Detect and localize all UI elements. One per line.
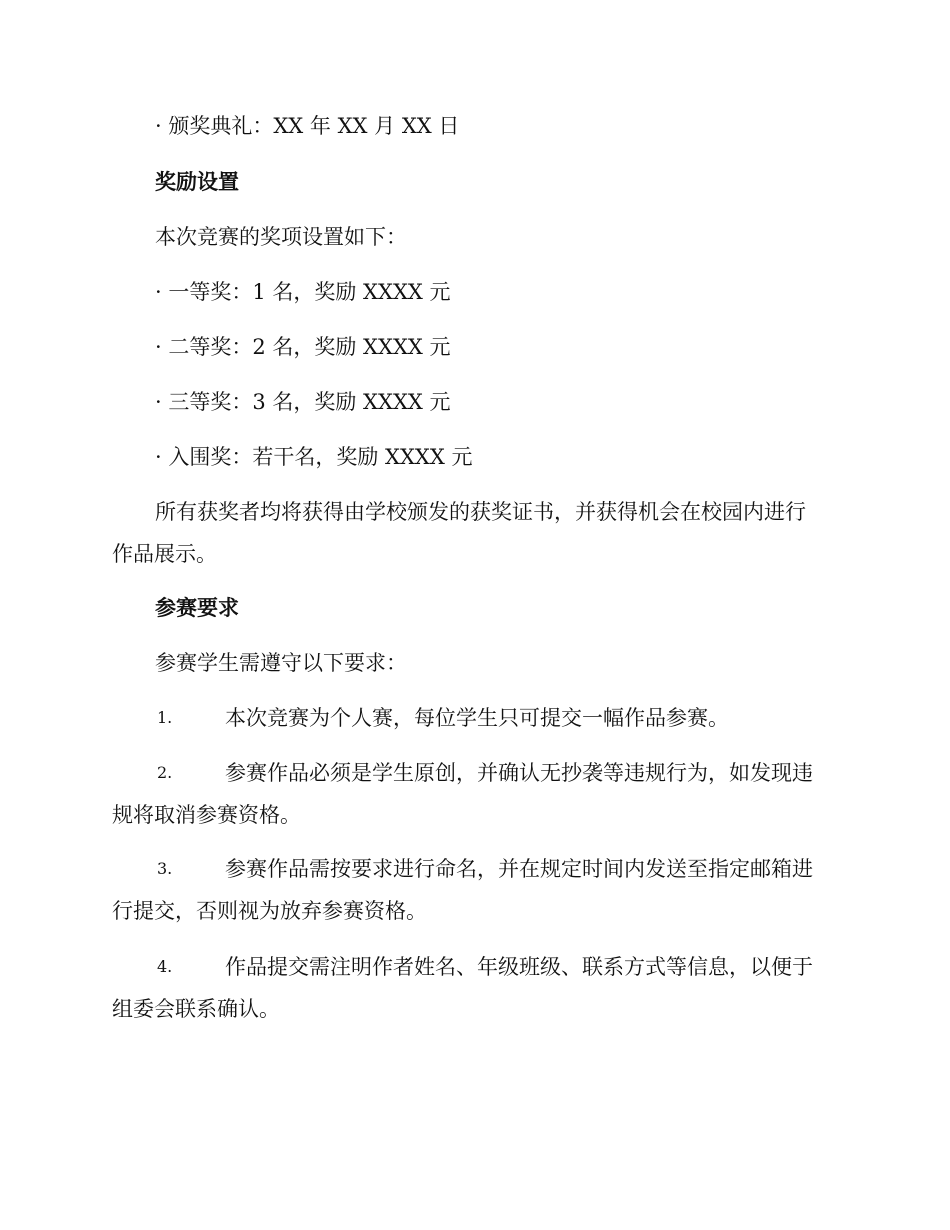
award-item-finalist: · 入围奖：若干名，奖励 XXXX 元 (155, 445, 473, 469)
requirements-heading: 参赛要求 (155, 596, 239, 620)
requirement-line-continued: 行提交，否则视为放弃参赛资格。 (112, 899, 427, 923)
requirement-line: 作品提交需注明作者姓名、年级班级、联系方式等信息，以便于 (225, 955, 813, 979)
requirement-number: 3. (157, 859, 173, 878)
requirement-number: 4. (157, 957, 173, 976)
awards-note-line1: 所有获奖者均将获得由学校颁发的获奖证书，并获得机会在校园内进行 (155, 500, 806, 524)
award-item-second: · 二等奖：2 名，奖励 XXXX 元 (155, 335, 451, 359)
schedule-item-ceremony: · 颁奖典礼：XX 年 XX 月 XX 日 (155, 114, 460, 138)
requirement-line-continued: 规将取消参赛资格。 (112, 803, 301, 827)
requirement-line: 本次竞赛为个人赛，每位学生只可提交一幅作品参赛。 (225, 706, 729, 730)
requirement-number: 2. (157, 763, 173, 782)
award-item-first: · 一等奖：1 名，奖励 XXXX 元 (155, 280, 451, 304)
award-item-third: · 三等奖：3 名，奖励 XXXX 元 (155, 390, 451, 414)
requirement-number: 1. (157, 708, 173, 727)
awards-note-line2: 作品展示。 (112, 542, 217, 566)
requirement-line: 参赛作品必须是学生原创，并确认无抄袭等违规行为，如发现违 (225, 761, 813, 785)
requirements-intro: 参赛学生需遵守以下要求： (155, 651, 407, 675)
requirement-line: 参赛作品需按要求进行命名，并在规定时间内发送至指定邮箱进 (225, 857, 813, 881)
requirement-line-continued: 组委会联系确认。 (112, 997, 280, 1021)
awards-intro: 本次竞赛的奖项设置如下： (155, 225, 407, 249)
awards-heading: 奖励设置 (155, 170, 239, 194)
